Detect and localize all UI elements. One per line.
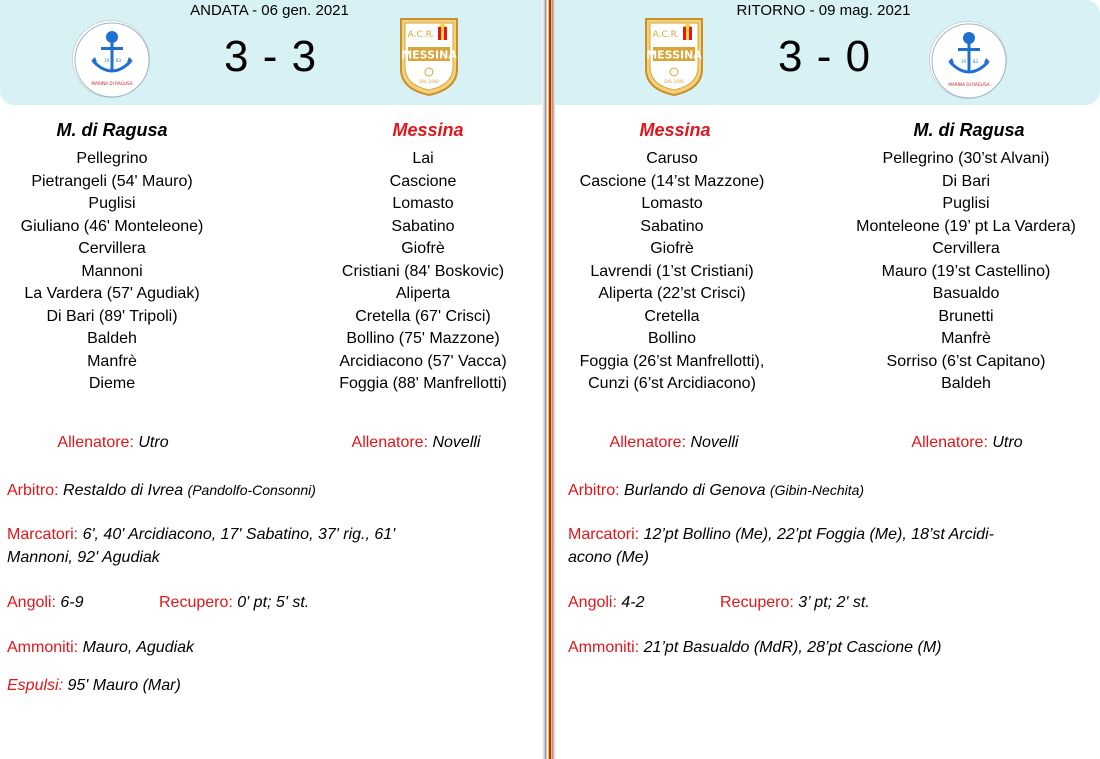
scorers-label: Marcatori:	[7, 526, 79, 543]
player: Giuliano (46' Monteleone)	[20, 217, 204, 235]
player: Giofrè	[401, 240, 445, 257]
svg-text:19: 19	[104, 58, 110, 63]
corners-value: 4-2	[621, 594, 645, 611]
ritorno-away-lineup	[826, 148, 1100, 396]
player: Foggia (26’st Manfrellotti),	[579, 352, 765, 370]
acr-messina-logo-icon	[399, 17, 459, 97]
andata-panel	[0, 0, 545, 759]
svg-text:19: 19	[961, 59, 967, 64]
bookings-label: Ammoniti:	[7, 639, 79, 656]
ritorno-home-team-name: Messina	[639, 120, 711, 140]
player: Di Bari	[941, 172, 990, 190]
andata-home-lineup	[0, 148, 252, 396]
andata-corners	[7, 591, 84, 614]
svg-text:A.C.R.: A.C.R.	[407, 30, 435, 40]
player: Brunetti	[938, 307, 994, 325]
player: Sabatino	[391, 217, 455, 235]
player: Basualdo	[932, 285, 1000, 302]
svg-text:MESSINA: MESSINA	[646, 48, 702, 62]
referee-assistants: (Pandolfo-Consonni)	[187, 482, 316, 498]
player: Sorriso (6’st Capitano)	[886, 352, 1046, 370]
stoppage-value: 3’ pt; 2' st.	[798, 594, 870, 611]
corners-label: Angoli:	[7, 594, 56, 611]
player: Arcidiacono (57' Vacca)	[339, 352, 507, 370]
player: Baldeh	[87, 330, 137, 347]
andata-date: ANDATA - 06 gen. 2021	[190, 2, 349, 19]
ritorno-panel	[555, 0, 1100, 759]
svg-text:A.C.R.: A.C.R.	[652, 30, 680, 40]
stoppage-label: Recupero:	[720, 594, 794, 611]
stoppage-value: 0' pt; 5' st.	[237, 594, 310, 611]
coach-label: Allenatore:	[351, 434, 429, 451]
player: Cunzi (6’st Arcidiacono)	[588, 375, 756, 392]
svg-text:MARINA DI RAGUSA: MARINA DI RAGUSA	[91, 81, 133, 86]
scorers-line-2: Mannoni, 92' Agudiak	[7, 549, 160, 566]
svg-text:83: 83	[116, 58, 122, 63]
bookings-value: Mauro, Agudiak	[82, 639, 195, 656]
player: Cascione (14’st Mazzone)	[579, 172, 765, 190]
ritorno-header	[555, 0, 1100, 105]
player: Puglisi	[942, 195, 990, 212]
referee-name: Burlando di Genova	[624, 482, 766, 499]
referee-name: Restaldo di Ivrea	[63, 482, 184, 499]
bookings-value: 21’pt Basualdo (MdR), 28’pt Cascione (M)	[643, 639, 942, 656]
corners-label: Angoli:	[568, 594, 617, 611]
marina-ragusa-logo-icon	[72, 20, 150, 98]
referee-label: Arbitro:	[568, 482, 620, 499]
player: Pellegrino (30’st Alvani)	[882, 150, 1050, 167]
player: Lai	[412, 150, 434, 167]
player: Mannoni	[81, 262, 143, 280]
andata-bookings	[7, 636, 194, 659]
andata-referee	[7, 479, 316, 502]
player: Mauro (19’st Castellino)	[881, 262, 1051, 280]
coach-label: Allenatore:	[57, 434, 134, 451]
svg-text:MARINA DI RAGUSA: MARINA DI RAGUSA	[948, 82, 990, 87]
andata-scorers	[7, 523, 395, 569]
scorers-line-1: 12’pt Bollino (Me), 22’pt Foggia (Me), 18’st Arcidi-	[643, 526, 994, 543]
player: Cervillera	[932, 240, 1000, 257]
coach-label: Allenatore:	[609, 434, 687, 451]
player: Monteleone (19’ pt La Vardera)	[856, 217, 1076, 235]
ritorno-home-coach	[544, 434, 804, 452]
sent-off-label: Espulsi:	[7, 677, 64, 694]
player: Di Bari (89' Tripoli)	[46, 307, 178, 325]
marina-ragusa-logo-icon	[929, 21, 1007, 99]
player: Giofrè	[650, 240, 694, 257]
scorers-line-1: 6', 40' Arcidiacono, 17' Sabatino, 37' rig., 61'	[82, 526, 396, 543]
ritorno-scorers	[568, 523, 994, 569]
ritorno-home-lineup	[532, 148, 812, 396]
acr-messina-logo-icon	[644, 17, 704, 97]
ritorno-score: 3 - 0	[778, 32, 872, 81]
player: Pietrangeli (54' Mauro)	[31, 172, 193, 190]
player: Cretella (67' Crisci)	[355, 307, 491, 325]
referee-label: Arbitro:	[7, 482, 59, 499]
player: Dieme	[88, 375, 136, 392]
player: Bollino (75' Mazzone)	[346, 330, 500, 347]
ritorno-stoppage	[720, 591, 870, 614]
player: Cristiani (84' Boskovic)	[341, 262, 505, 280]
player: Manfrè	[941, 330, 991, 347]
ritorno-bookings	[568, 636, 941, 659]
player: Puglisi	[88, 195, 136, 212]
andata-stoppage	[159, 591, 309, 614]
ritorno-referee	[568, 479, 864, 502]
svg-text:83: 83	[973, 59, 979, 64]
andata-sent-off	[7, 674, 181, 697]
scorers-label: Marcatori:	[568, 526, 640, 543]
player: La Vardera (57' Agudiak)	[24, 285, 200, 302]
player: Foggia (88' Manfrellotti)	[339, 375, 507, 392]
andata-away-lineup	[283, 148, 563, 396]
sent-off-value: 95' Mauro (Mar)	[67, 677, 181, 694]
coach-label: Allenatore:	[911, 434, 988, 451]
coach-name: Utro	[992, 434, 1023, 451]
ritorno-away-team-name: M. di Ragusa	[913, 120, 1025, 140]
svg-text:DAL 1900: DAL 1900	[664, 79, 684, 84]
player: Manfrè	[87, 352, 137, 370]
player: Lomasto	[641, 195, 703, 212]
player: Lomasto	[392, 195, 454, 212]
player: Caruso	[646, 150, 698, 167]
player: Bollino	[647, 330, 697, 347]
bookings-label: Ammoniti:	[568, 639, 640, 656]
ritorno-away-coach	[837, 434, 1097, 452]
player: Aliperta	[395, 285, 451, 302]
coach-name: Novelli	[432, 434, 481, 451]
andata-header	[0, 0, 545, 105]
svg-text:DAL 1900: DAL 1900	[419, 79, 439, 84]
player: Sabatino	[640, 217, 704, 235]
ritorno-date: RITORNO - 09 mag. 2021	[736, 2, 911, 19]
player: Cretella	[644, 307, 700, 325]
player: Cervillera	[78, 240, 146, 257]
andata-away-team-name: Messina	[392, 120, 464, 140]
player: Cascione	[389, 172, 457, 190]
coach-name: Novelli	[690, 434, 739, 451]
andata-away-coach	[286, 434, 546, 452]
player: Lavrendi (1’st Cristiani)	[590, 262, 754, 280]
svg-text:MESSINA: MESSINA	[401, 48, 457, 62]
referee-assistants: (Gibin-Nechita)	[769, 482, 865, 498]
player: Pellegrino	[76, 150, 148, 167]
stoppage-label: Recupero:	[159, 594, 233, 611]
scorers-line-2: acono (Me)	[568, 549, 649, 566]
coach-name: Utro	[138, 434, 169, 451]
corners-value: 6-9	[60, 594, 84, 611]
player: Baldeh	[941, 375, 991, 392]
andata-home-coach	[0, 434, 243, 452]
andata-home-team-name: M. di Ragusa	[56, 120, 168, 140]
player: Aliperta (22’st Crisci)	[598, 285, 746, 302]
ritorno-corners	[568, 591, 645, 614]
andata-score: 3 - 3	[224, 32, 318, 81]
